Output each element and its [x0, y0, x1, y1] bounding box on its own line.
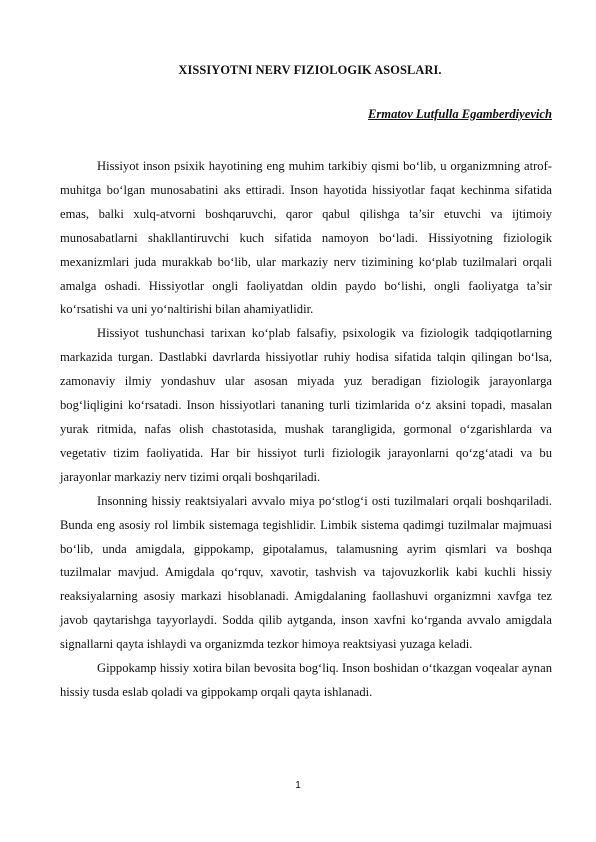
document-body — [60, 155, 552, 705]
paragraph: Hissiyot tushunchasi tarixan ko‘plab falsafiy, psixologik va fiziologik tadqiqotlarning markazida turgan. Dastlabki davrlarda hissiyotlar ruhiy hodisa sifatida talqin qilingan bo‘lsa, zamonaviy ilmiy yondashuv ular asosan miyada yuz beradigan fiziologik jarayonlarga bog‘liqligini ko‘rsatadi. Inson hissiyotlari tananing turli tizimlarida o‘z aksini topadi, masalan yurak ritmida, nafas olish chastotasida, mushak tarangligida, gormonal o‘zgarishlarda va vegetativ tizim faoliyatida. Har bir hissiyot turli fiziologik jarayonlarni qo‘zg‘atadi va bu jarayonlar markaziy nerv tizimi orqali boshqariladi. — [60, 326, 552, 484]
author-name: Ermatov Lutfulla Egamberdiyevich — [368, 107, 552, 121]
paragraph: Gippokamp hissiy xotira bilan bevosita bog‘liq. Inson boshidan o‘tkazgan voqealar aynan hissiy tusda eslab qoladi va gippokamp orqali qayta ishlanadi. — [60, 661, 552, 699]
paragraph: Insonning hissiy reaktsiyalari avvalo miya po‘stlog‘i osti tuzilmalari orqali boshqariladi. Bunda eng asosiy rol limbik sistemaga tegishlidir. Limbik sistema qadimgi tuzilmalar majmuasi bo‘lib, unda amigdala, gippokamp, gipotalamus, talamusning ayrim qismlari va boshqa tuzilmalar mavjud. Amigdala qo‘rquv, xavotir, tashvish va tajovuzkorlik kabi kuchli hissiy reaksiyalarning asosiy markazi hisoblanadi. Amigdalaning faollashuvi organizmni xavfga tez javob qaytarishga tayyorlaydi. Sodda qilib aytganda, inson xavfni ko‘rganda avvalo amigdala signallarni qayta ishlaydi va organizmda tezkor himoya reaktsiyasi yuzaga keladi. — [60, 493, 552, 652]
document-title: XISSIYOTNI NERV FIZIOLOGIK ASOSLARI. — [178, 63, 442, 77]
paragraph: Hissiyot inson psixik hayotining eng muhim tarkibiy qismi bo‘lib, u organizmning atrof-muhitga bo‘lgan munosabatini aks ettiradi. Inson hayotida hissiyotlar faqat kechinma sifatida emas, balki xulq-atvorni boshqaruvchi, qaror qabul qilishga ta’sir etuvchi va ijtimoiy munosabatlarni shakllantiruvchi kuch sifatida namoyon bo‘ladi. Hissiyotning fiziologik mexanizmlari juda murakkab bo‘lib, ular markaziy nerv tizimining ko‘plab tuzilmalari orqali amalga oshadi. Hissiyotlar ongli faoliyatdan oldin paydo bo‘lishi, ongli faoliyatga ta’sir ko‘rsatishi va uni yo‘naltirishi bilan ahamiyatlidir. — [60, 159, 552, 317]
page-number: 1 — [295, 780, 301, 791]
